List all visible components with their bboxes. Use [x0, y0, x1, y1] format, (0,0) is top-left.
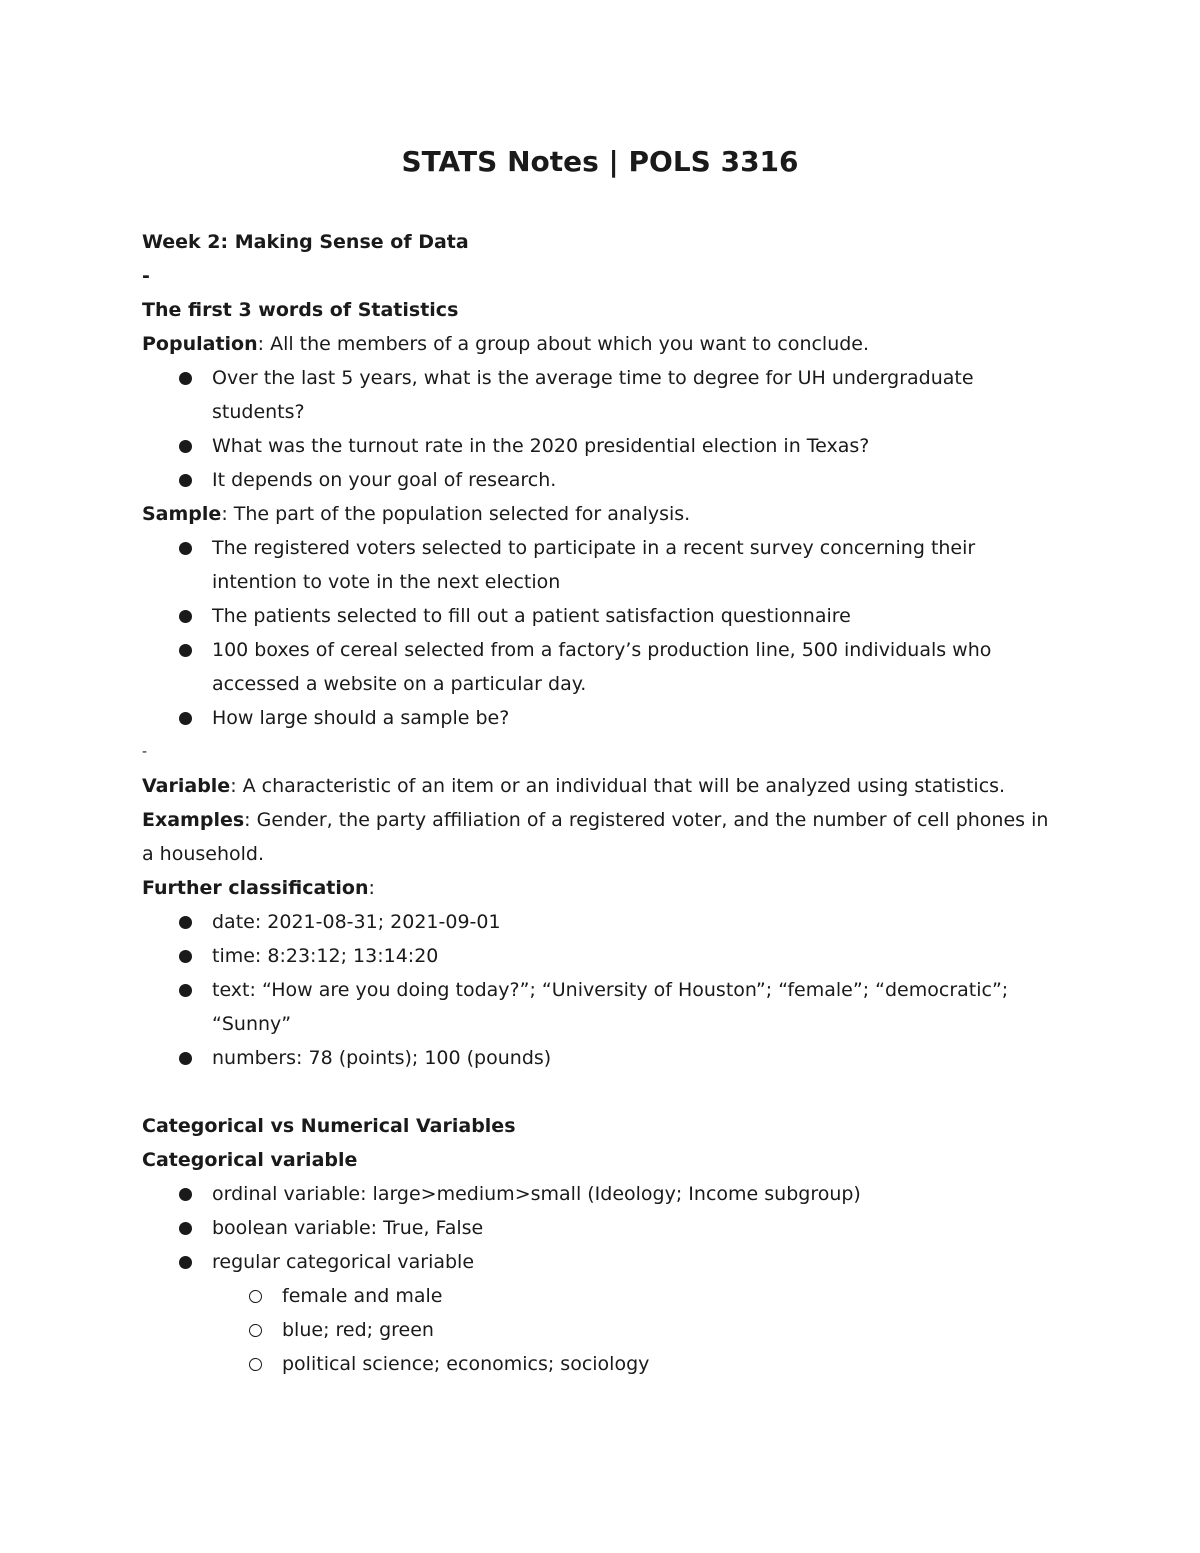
bullet-icon — [179, 474, 192, 487]
sub-list-item-text: female and male — [282, 1285, 443, 1307]
list-item — [212, 633, 1052, 701]
list-item-text: The registered voters selected to participate in a recent survey concerning their intention to vote in the next election — [212, 537, 976, 593]
section-heading-categorical-vs-numerical: Categorical vs Numerical Variables — [142, 1115, 516, 1137]
sample-text: : The part of the population selected for analysis. — [221, 503, 691, 525]
list-item-text: ordinal variable: large>medium>small (Ideology; Income subgroup) — [212, 1183, 861, 1205]
sub-list-item — [282, 1347, 1052, 1381]
section-heading-first-words: The first 3 words of Statistics — [142, 299, 459, 321]
bullet-icon — [179, 1052, 192, 1065]
categorical-bullets — [142, 1177, 1052, 1381]
further-bullets — [142, 905, 1052, 1075]
bullet-icon — [179, 542, 192, 555]
list-item — [212, 531, 1052, 599]
list-item — [212, 463, 1052, 497]
categorical-heading: Categorical variable — [142, 1149, 358, 1171]
document-body — [142, 225, 1052, 1381]
population-label: Population — [142, 333, 258, 355]
hollow-bullet-icon — [249, 1358, 262, 1371]
list-item-text: The patients selected to fill out a patient satisfaction questionnaire — [212, 605, 851, 627]
bullet-icon — [179, 440, 192, 453]
bullet-icon — [179, 372, 192, 385]
list-item — [212, 701, 1052, 735]
sub-list-item — [282, 1313, 1052, 1347]
list-item — [212, 1211, 1052, 1245]
categorical-sub-bullets — [212, 1279, 1052, 1381]
sample-label: Sample — [142, 503, 222, 525]
bullet-icon — [179, 1222, 192, 1235]
list-item — [212, 905, 1052, 939]
population-definition — [142, 327, 1052, 361]
examples-text: : Gender, the party affiliation of a registered voter, and the number of cell phones in a household. — [142, 809, 1049, 865]
week-heading: Week 2: Making Sense of Data — [142, 231, 469, 253]
list-item-text: time: 8:23:12; 13:14:20 — [212, 945, 439, 967]
bullet-icon — [179, 1188, 192, 1201]
list-item — [212, 599, 1052, 633]
bullet-icon — [179, 950, 192, 963]
sub-list-item-text: blue; red; green — [282, 1319, 434, 1341]
list-item — [212, 1177, 1052, 1211]
bullet-icon — [179, 610, 192, 623]
list-item — [212, 429, 1052, 463]
spacer — [142, 1075, 1052, 1109]
list-item-text: 100 boxes of cereal selected from a factory’s production line, 500 individuals who accessed a website on a particular day. — [212, 639, 992, 695]
population-text: : All the members of a group about which you want to conclude. — [257, 333, 870, 355]
examples-label: Examples — [142, 809, 245, 831]
list-item-text: What was the turnout rate in the 2020 presidential election in Texas? — [212, 435, 870, 457]
divider-dash: - — [142, 265, 150, 287]
list-item — [212, 361, 1052, 429]
divider-dash: - — [142, 744, 148, 760]
list-item-text: date: 2021-08-31; 2021-09-01 — [212, 911, 501, 933]
list-item-text: regular categorical variable — [212, 1251, 475, 1273]
bullet-icon — [179, 712, 192, 725]
further-classification — [142, 871, 1052, 905]
variable-definition — [142, 769, 1052, 803]
sub-list-item-text: political science; economics; sociology — [282, 1353, 650, 1375]
bullet-icon — [179, 1256, 192, 1269]
examples-definition — [142, 803, 1052, 871]
variable-label: Variable — [142, 775, 231, 797]
further-text: : — [368, 877, 375, 899]
list-item — [212, 973, 1052, 1041]
list-item — [212, 1041, 1052, 1075]
variable-text: : A characteristic of an item or an individual that will be analyzed using statistics. — [230, 775, 1006, 797]
list-item-text: numbers: 78 (points); 100 (pounds) — [212, 1047, 552, 1069]
bullet-icon — [179, 644, 192, 657]
bullet-icon — [179, 984, 192, 997]
page-title: STATS Notes | POLS 3316 — [401, 145, 799, 178]
sample-definition — [142, 497, 1052, 531]
hollow-bullet-icon — [249, 1324, 262, 1337]
sub-list-item — [282, 1279, 1052, 1313]
hollow-bullet-icon — [249, 1290, 262, 1303]
list-item-text: text: “How are you doing today?”; “University of Houston”; “female”; “democratic”; “Sunny” — [212, 979, 1009, 1035]
bullet-icon — [179, 916, 192, 929]
list-item-text: Over the last 5 years, what is the average time to degree for UH undergraduate students? — [212, 367, 974, 423]
list-item — [212, 1245, 1052, 1381]
list-item-text: How large should a sample be? — [212, 707, 510, 729]
list-item-text: boolean variable: True, False — [212, 1217, 484, 1239]
population-bullets — [142, 361, 1052, 497]
list-item — [212, 939, 1052, 973]
further-label: Further classification — [142, 877, 369, 899]
sample-bullets — [142, 531, 1052, 735]
list-item-text: It depends on your goal of research. — [212, 469, 557, 491]
